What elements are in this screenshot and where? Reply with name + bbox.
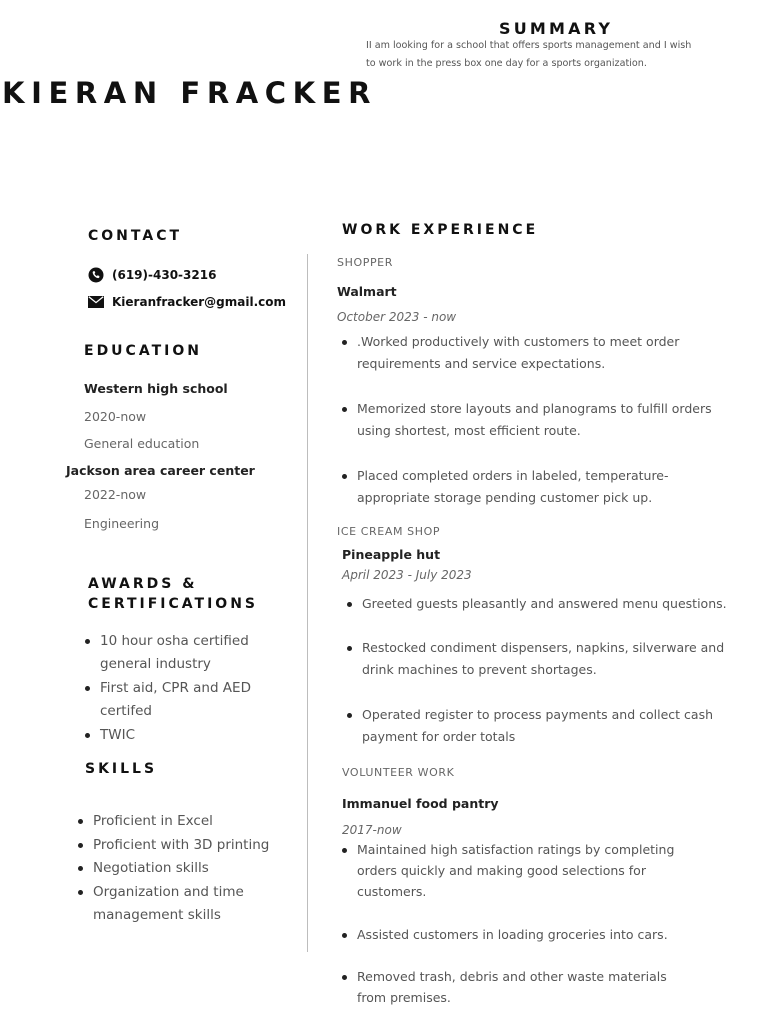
work-experience-heading: WORK EXPERIENCE bbox=[342, 222, 539, 238]
education-school-2: Jackson area career center bbox=[66, 463, 255, 478]
contact-heading: CONTACT bbox=[88, 228, 183, 244]
phone-icon bbox=[88, 267, 104, 283]
envelope-icon bbox=[88, 294, 104, 310]
job-duties bbox=[341, 839, 676, 1008]
job-dates: October 2023 - now bbox=[337, 310, 457, 324]
education-program-1: General education bbox=[84, 436, 200, 451]
skill-item: Proficient in Excel bbox=[77, 810, 297, 834]
awards-heading: AWARDS & bbox=[88, 576, 198, 592]
duty-item: Maintained high satisfaction ratings by completing orders quickly and making good selections for customers. bbox=[341, 839, 676, 902]
duty-item: Placed completed orders in labeled, temperature-appropriate storage pending customer pick up. bbox=[341, 465, 731, 509]
award-item: 10 hour osha certified general industry bbox=[84, 630, 284, 676]
duty-item: .Worked productively with customers to meet order requirements and service expectations. bbox=[341, 331, 731, 375]
education-years-2: 2022-now bbox=[84, 487, 147, 502]
education-years-1: 2020-now bbox=[84, 409, 147, 424]
job-duties bbox=[341, 331, 731, 509]
education-school-1: Western high school bbox=[84, 381, 228, 396]
candidate-name: KIERAN FRACKER bbox=[2, 76, 378, 110]
duty-item: Removed trash, debris and other waste materials from premises. bbox=[341, 966, 676, 1008]
job-company: Immanuel food pantry bbox=[342, 796, 499, 811]
column-divider bbox=[307, 254, 308, 952]
duty-item: Operated register to process payments and collect cash payment for order totals bbox=[346, 704, 746, 748]
job-company: Pineapple hut bbox=[342, 547, 441, 562]
duty-item: Restocked condiment dispensers, napkins, silverware and drink machines to prevent shortages. bbox=[346, 637, 746, 681]
skill-item: Organization and time management skills bbox=[77, 881, 297, 928]
duty-item: Greeted guests pleasantly and answered menu questions. bbox=[346, 593, 746, 615]
job-category: ICE CREAM SHOP bbox=[337, 525, 441, 538]
education-program-2: Engineering bbox=[84, 516, 159, 531]
job-dates: 2017-now bbox=[342, 823, 402, 837]
skills-list bbox=[77, 810, 297, 928]
award-item: TWIC bbox=[84, 724, 284, 747]
education-heading: EDUCATION bbox=[84, 343, 202, 359]
duty-item: Assisted customers in loading groceries into cars. bbox=[341, 924, 676, 945]
contact-email bbox=[88, 294, 286, 310]
certifications-heading: CERTIFICATIONS bbox=[88, 596, 259, 612]
award-item: First aid, CPR and AED certifed bbox=[84, 677, 284, 723]
duty-item: Memorized store layouts and planograms to fulfill orders using shortest, most efficient route. bbox=[341, 398, 731, 442]
job-company: Walmart bbox=[337, 284, 397, 299]
job-category: SHOPPER bbox=[337, 256, 393, 269]
summary-text: II am looking for a school that offers sports management and I wish to work in the press box one day for a sports organization. bbox=[366, 40, 692, 69]
awards-list bbox=[84, 630, 284, 748]
job-dates: April 2023 - July 2023 bbox=[342, 568, 472, 582]
contact-phone bbox=[88, 267, 216, 283]
skill-item: Negotiation skills bbox=[77, 857, 297, 881]
phone-number: (619)-430-3216 bbox=[112, 268, 217, 282]
job-duties bbox=[346, 593, 746, 748]
email-address: Kieranfracker@gmail.com bbox=[112, 295, 287, 309]
job-category: VOLUNTEER WORK bbox=[342, 766, 455, 779]
skill-item: Proficient with 3D printing bbox=[77, 834, 297, 858]
summary-heading: SUMMARY bbox=[499, 19, 614, 38]
skills-heading: SKILLS bbox=[85, 761, 158, 777]
